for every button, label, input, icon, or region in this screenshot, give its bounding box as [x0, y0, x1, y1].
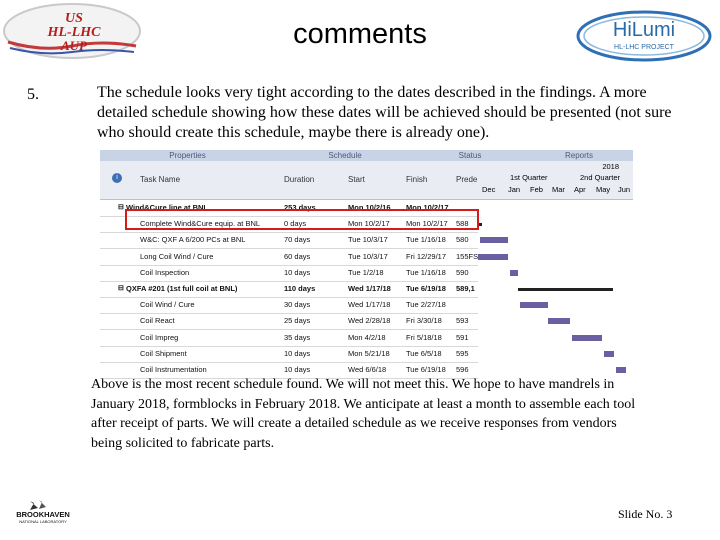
task-name: Coil React	[140, 316, 175, 326]
slide-number: Slide No. 3	[618, 507, 673, 521]
timeline-q2: 2nd Quarter	[580, 173, 621, 182]
gantt-bar	[604, 351, 614, 357]
task-duration: 60 days	[284, 251, 311, 261]
month-mar: Mar	[552, 185, 565, 194]
timeline-header	[478, 161, 633, 200]
task-start: Mon 4/2/18	[348, 332, 386, 342]
task-name: Coil Shipment	[140, 348, 187, 358]
task-predecessors: 590	[456, 267, 469, 277]
task-duration: 253 days	[284, 203, 316, 212]
task-finish: Tue 6/19/18	[406, 284, 446, 293]
task-finish: Tue 6/5/18	[406, 348, 442, 358]
task-duration: 25 days	[284, 316, 311, 326]
col-finish[interactable]: Finish	[406, 175, 428, 184]
svg-text:BROOKHAVEN: BROOKHAVEN	[16, 510, 70, 519]
task-row[interactable]	[100, 265, 478, 282]
task-row[interactable]	[100, 313, 478, 330]
grid-header	[100, 161, 478, 200]
svg-text:HiLumi: HiLumi	[612, 19, 676, 41]
task-name: Coil Instrumentation	[140, 365, 207, 374]
gantt-bar	[548, 318, 570, 324]
brookhaven-logo	[8, 498, 78, 526]
svg-text:HL-LHC: HL-LHC	[47, 25, 101, 40]
task-name: QXFA #201 (1st full coil at BNL)	[126, 284, 238, 293]
status-strip: Status	[415, 150, 525, 161]
task-row[interactable]	[100, 232, 478, 249]
task-finish: Tue 2/27/18	[406, 300, 446, 310]
timeline-year: 2018	[602, 162, 619, 171]
task-duration: 35 days	[284, 332, 311, 342]
task-name: Coil Inspection	[140, 267, 190, 277]
col-start[interactable]: Start	[348, 175, 365, 184]
slide-title: comments	[293, 18, 427, 50]
task-duration: 110 days	[284, 284, 316, 293]
month-apr: Apr	[574, 185, 586, 194]
task-predecessors: 596	[456, 365, 469, 374]
response-text: Above is the most recent schedule found. We will not meet this. We hope to have mandrels in January 2018, formblocks in February 2018. We anticipate at least a month to assemble each tool after receipt of parts. We will create a detailed schedule as we receive responses from vendors being solicited to fabricate parts.	[91, 377, 636, 451]
svg-text:HL-LHC PROJECT: HL-LHC PROJECT	[614, 44, 674, 51]
task-finish: Fri 5/18/18	[406, 332, 442, 342]
task-row[interactable]	[100, 297, 478, 314]
item-number: 5.	[27, 86, 39, 103]
task-predecessors: 588	[456, 219, 469, 229]
task-predecessors: 593	[456, 316, 469, 326]
task-finish: Tue 6/19/18	[406, 365, 446, 374]
task-start: Tue 10/3/17	[348, 251, 388, 261]
col-duration[interactable]: Duration	[284, 175, 315, 184]
gantt-bar	[480, 237, 508, 243]
gantt-bar	[520, 302, 548, 308]
task-predecessors: 589,1	[456, 284, 475, 293]
reports-strip: Reports	[525, 150, 633, 161]
month-jun: Jun	[618, 185, 631, 194]
task-duration: 10 days	[284, 365, 311, 374]
gantt-bar	[572, 335, 602, 341]
task-finish: Tue 1/16/18	[406, 267, 446, 277]
col-task-name[interactable]: Task Name	[140, 175, 181, 184]
task-row[interactable]	[100, 346, 478, 363]
task-finish: Mon 10/2/17	[406, 219, 448, 229]
timeline-q1: 1st Quarter	[510, 173, 548, 182]
task-name: Complete Wind&Cure equip. at BNL	[140, 219, 261, 229]
task-row[interactable]	[100, 330, 478, 347]
task-duration: 0 days	[284, 219, 307, 229]
task-name: W&C: QXF A 6/200 PCs at BNL	[140, 235, 246, 245]
task-start: Wed 2/28/18	[348, 316, 391, 326]
task-row[interactable]	[100, 281, 478, 298]
task-predecessors: 595	[456, 348, 469, 358]
task-finish: Fri 12/29/17	[406, 251, 447, 261]
task-name: Wind&Cure line at BNL	[126, 203, 209, 212]
task-start: Mon 10/2/17	[348, 219, 390, 229]
task-name: Coil Wind / Cure	[140, 300, 195, 310]
gantt-bar	[518, 288, 613, 291]
month-dec: Dec	[482, 185, 496, 194]
schedule-screenshot	[100, 150, 633, 374]
gantt-bar	[510, 270, 518, 276]
task-row[interactable]	[100, 249, 478, 266]
task-predecessors: 591	[456, 332, 469, 342]
hilumi-logo	[574, 6, 714, 64]
info-icon[interactable]: i	[112, 173, 122, 183]
task-finish: Tue 1/16/18	[406, 235, 446, 245]
task-start: Wed 1/17/18	[348, 300, 391, 310]
task-start: Wed 1/17/18	[348, 284, 391, 293]
svg-text:AUP: AUP	[61, 38, 87, 53]
gantt-bar	[478, 254, 508, 260]
month-may: May	[596, 185, 611, 194]
task-start: Wed 6/6/18	[348, 365, 387, 374]
col-predecessors[interactable]: Prede	[456, 175, 478, 184]
task-predecessors: 155FS	[456, 251, 479, 261]
month-jan: Jan	[508, 185, 521, 194]
task-start: Mon 5/21/18	[348, 348, 390, 358]
svg-text:US: US	[65, 11, 83, 26]
task-start: Tue 10/3/17	[348, 235, 388, 245]
comment-text: The schedule looks very tight according to the dates described in the findings. A more detailed schedule showing how these dates will be achieved should be presented (not sure who should create this schedule, maybe there is already one).	[97, 84, 672, 141]
collapse-toggle-icon[interactable]: ⊟	[118, 204, 124, 211]
task-duration: 10 days	[284, 267, 311, 277]
task-duration: 30 days	[284, 300, 311, 310]
task-start: Mon 10/2/16	[348, 203, 391, 212]
schedule-strip: Schedule	[275, 150, 415, 161]
collapse-toggle-icon[interactable]: ⊟	[118, 285, 124, 292]
task-name: Long Coil Wind / Cure	[140, 251, 214, 261]
task-name: Coil Impreg	[140, 332, 179, 342]
task-duration: 10 days	[284, 348, 311, 358]
task-duration: 70 days	[284, 235, 311, 245]
month-feb: Feb	[530, 185, 543, 194]
gantt-bar	[616, 367, 626, 373]
task-finish: Mon 10/2/17	[406, 203, 449, 212]
task-predecessors: 580	[456, 235, 469, 245]
task-start: Tue 1/2/18	[348, 267, 384, 277]
highlight-box	[125, 209, 479, 230]
properties-strip: Properties	[100, 150, 275, 161]
svg-text:NATIONAL LABORATORY: NATIONAL LABORATORY	[19, 519, 67, 524]
task-finish: Fri 3/30/18	[406, 316, 442, 326]
